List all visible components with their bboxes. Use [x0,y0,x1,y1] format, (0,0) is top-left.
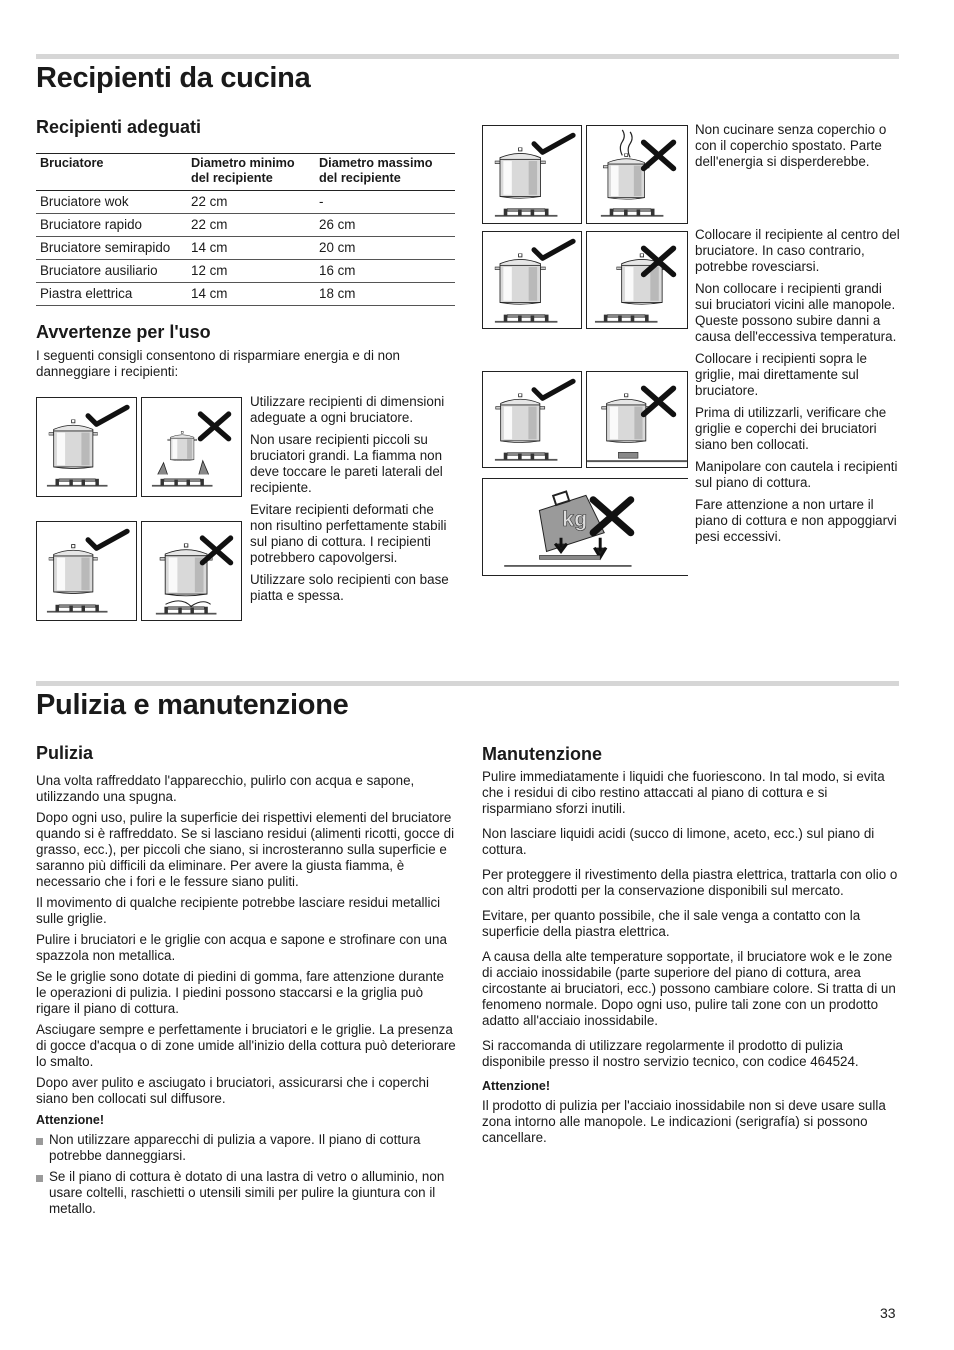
table-cell: 26 cm [315,214,455,237]
table-cell: Bruciatore wok [36,191,187,214]
section-rule [36,54,899,59]
table-cell: Bruciatore semirapido [36,237,187,260]
table-cell: - [315,191,455,214]
maintenance-paragraph: Evitare, per quanto possibile, che il sale venga a contatto con la superficie della piastra elettrica. [482,908,861,939]
left-usage-notes [250,394,455,610]
heading-cleaning: Pulizia [36,743,94,763]
maintenance-paragraph: Pulire immediatamente i liquidi che fuoriescono. In tal modo, si evita che i residui di cibo restino attaccati al piano di cottura e si risparmiano sforzi inutili. [482,769,885,816]
figure-heavy-weight [482,478,688,576]
maintenance-column [482,769,900,1151]
usage-note: Evitare recipienti deformati che non risultino perfettamente stabili sul piano di cottura. I recipienti potrebbero capovolgersi. [250,502,447,565]
table-row [36,283,455,306]
table-cell: 14 cm [187,283,315,306]
section-title-cookware: Recipienti da cucina [36,62,311,94]
figure-pot-correct-size [36,397,137,497]
table-cell: 12 cm [187,260,315,283]
usage-note: Non collocare i recipienti grandi sui bruciatori vicini alle manopole. Queste possono subire danni a causa dell'eccessiva temperatura. [695,281,897,344]
maintenance-paragraph: Non lasciare liquidi acidi (succo di limone, aceto, ecc.) sul piano di cottura. [482,826,875,857]
col-header-max-diameter: Diametro massimo del recipiente [315,154,455,191]
table-cell: 22 cm [187,191,315,214]
figure-pot-too-small [141,397,242,497]
figure-pot-with-lid [482,125,582,224]
table-cell: 20 cm [315,237,455,260]
figure-pot-off-center [586,231,688,329]
cleaning-warning-list [36,1132,456,1217]
figure-pot-flat-base [36,521,137,621]
usage-note: Utilizzare solo recipienti con base piatta e spessa. [250,572,449,603]
cleaning-paragraph: Il movimento di qualche recipiente potrebbe lasciare residui metallici sulle griglie. [36,895,441,926]
cleaning-paragraph: Pulire i bruciatori e le griglie con acqua e sapone e strofinare con una spazzola non metallica. [36,932,447,963]
maintenance-paragraph: Per proteggere il rivestimento della piastra elettrica, trattarla con olio o con altri prodotti per la conservazione disponibili sul mercato. [482,867,898,898]
usage-note: Prima di utilizzarli, verificare che griglie e coperchi dei bruciatori siano ben collocati. [695,405,887,452]
cookware-diameter-table [36,153,455,306]
figure-pot-centered [482,231,582,329]
table-cell: Bruciatore rapido [36,214,187,237]
maintenance-paragraph: A causa della alte temperature sopportate, il bruciatore wok e le zone di acciaio inossidabile (parte superiore del piano di cottura, area circostante ai bruciatori, ecc.) possono cambiare colore. Si tratta di un fenomeno normale. Dopo ogni uso, pulire tali zone con un prodotto adatto all'acciaio inossidabile. [482,949,896,1028]
cleaning-paragraph: Dopo aver pulito e asciugato i bruciatori, assicurarsi che i coperchi siano ben collocati sul diffusore. [36,1075,429,1106]
table-row [36,260,455,283]
col-header-min-diameter: Diametro minimo del recipiente [187,154,315,191]
usage-note: Utilizzare recipienti di dimensioni adeguate a ogni bruciatore. [250,394,445,425]
table-cell: 22 cm [187,214,315,237]
table-cell: Bruciatore ausiliario [36,260,187,283]
cleaning-paragraph: Asciugare sempre e perfettamente i bruciatori e le griglie. La presenza di gocce d'acqua o di zone umide all'inizio della cottura può deteriorare lo smalto. [36,1022,456,1069]
section-title-cleaning: Pulizia e manutenzione [36,689,349,721]
heading-usage-warnings: Avvertenze per l'uso [36,322,211,342]
right-usage-notes [695,122,901,170]
usage-note: Non usare recipienti piccoli su bruciatori grandi. La fiamma non deve toccare le pareti laterali del recipiente. [250,432,443,495]
table-cell: 16 cm [315,260,455,283]
usage-note: Manipolare con cautela i recipienti sul piano di cottura. [695,459,898,490]
table-cell: 14 cm [187,237,315,260]
figure-pot-deformed [141,521,242,621]
heading-suitable-cookware: Recipienti adeguati [36,117,202,137]
usage-note: Fare attenzione a non urtare il piano di cottura e non appoggiarvi pesi eccessivi. [695,497,897,544]
list-item: Se il piano di cottura è dotato di una lastra di vetro o alluminio, non usare coltelli, raschietti o utensili simili per pulire la giuntura con il metallo. [36,1169,456,1217]
usage-note: Collocare i recipienti sopra le griglie, mai direttamente sul bruciatore. [695,351,867,398]
usage-note: Collocare il recipiente al centro del bruciatore. In caso contrario, potrebbe rovesciarsi. [695,227,900,274]
list-item: Non utilizzare apparecchi di pulizia a vapore. Il piano di cottura potrebbe danneggiarsi. [36,1132,456,1164]
figure-pot-on-grate [482,371,582,468]
cleaning-paragraph: Dopo ogni uso, pulire la superficie dei rispettivi elementi del bruciatore quando si è raffreddato. Se si lasciano residui (alimenti ricotti, gocce di grasso, ecc.), per piccoli che siano, si incrosteranno sulla superficie e saranno più difficili da eliminare. Per avere la giusta fiamma, è necessario che i fori e le fessure siano puliti. [36,810,455,889]
maintenance-attention-text: Il prodotto di pulizia per l'acciaio inossidabile non si deve usare sulla zona intorno alle manopole. Le indicazioni (serigrafía) si possono cancellare. [482,1098,886,1145]
col-header-burner: Bruciatore [36,154,187,191]
figure-pot-on-burner [586,371,688,468]
warnings-intro: I seguenti consigli consentono di risparmiare energia e di non danneggiare i recipienti: [36,348,400,379]
heading-maintenance: Manutenzione [482,744,602,764]
usage-note: Non cucinare senza coperchio o con il coperchio spostato. Parte dell'energia si disperderebbe. [695,122,887,169]
table-cell: Piastra elettrica [36,283,187,306]
section-rule [36,681,899,686]
table-cell: 18 cm [315,283,455,306]
cleaning-attention-label: Attenzione! [36,1113,105,1127]
weight-kg-label: kg [562,506,588,532]
table-row [36,214,455,237]
table-header-row [36,154,455,191]
table-row [36,237,455,260]
right-usage-notes-2 [695,227,901,551]
cleaning-paragraph: Se le griglie sono dotate di piedini di gomma, fare attenzione durante le operazioni di pulizia. I piedini possono staccarsi e la griglia può rigare il piano di cottura. [36,969,444,1016]
maintenance-attention-label: Attenzione! [482,1079,551,1093]
cleaning-paragraph: Una volta raffreddato l'apparecchio, pulirlo con acqua e sapone, utilizzando una spugna. [36,773,415,804]
maintenance-paragraph: Si raccomanda di utilizzare regolarmente il prodotto di pulizia disponibile presso il nostro servizio tecnico, con codice 464524. [482,1038,859,1069]
table-row [36,191,455,214]
figure-pot-no-lid [586,125,688,224]
cleaning-column [36,773,456,1222]
page-number: 33 [880,1305,896,1321]
